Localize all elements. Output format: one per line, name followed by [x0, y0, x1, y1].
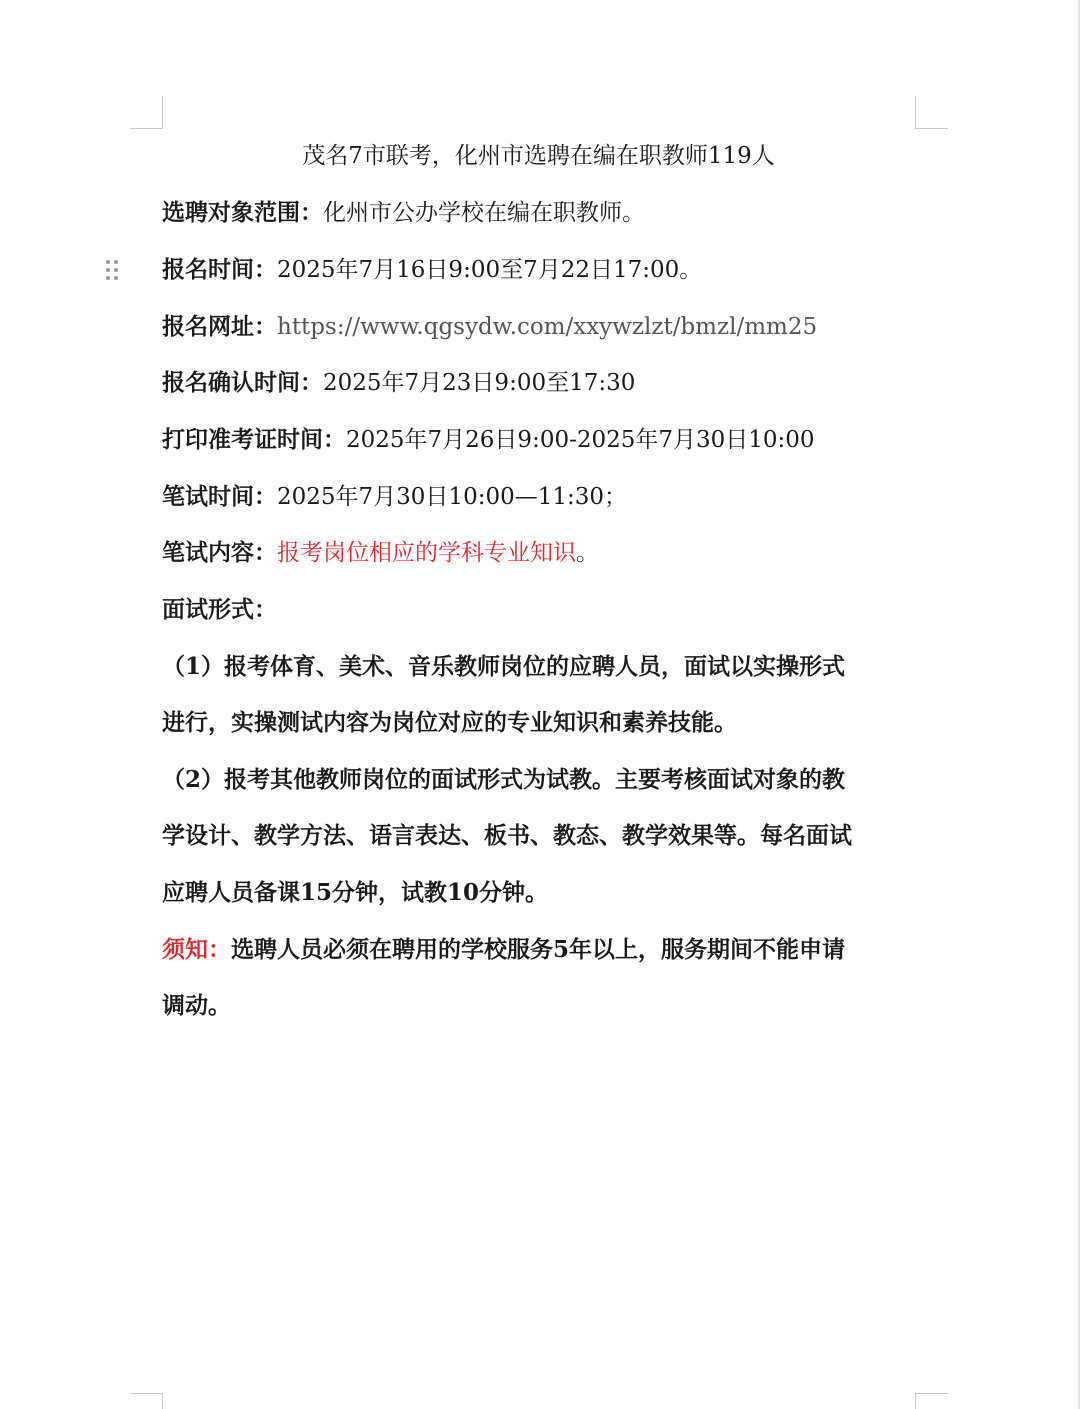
registration-url-link[interactable]: https://www.qgsydw.com/xxywzlzt/bmzl/mm25 [277, 314, 818, 340]
field-value: 2025年7月30日10:00—11:30； [277, 484, 627, 510]
field-label: 笔试内容： [162, 539, 277, 566]
interview-item1-line2: 进行，实操测试内容为岗位对应的专业知识和素养技能。 [162, 709, 737, 736]
field-label: 报名时间： [162, 256, 277, 283]
interview-item2-line3: 应聘人员备课15分钟，试教10分钟。 [162, 879, 549, 906]
interview-heading: 面试形式： [162, 596, 277, 623]
field-label: 报名确认时间： [162, 369, 323, 396]
field-value-suffix: 。 [576, 540, 599, 566]
field-admission-ticket-time [162, 421, 815, 459]
field-selection-scope [162, 194, 645, 232]
field-registration-time [162, 251, 702, 289]
interview-item2-line1: （2）报考其他教师岗位的面试形式为试教。主要考核面试对象的教 [162, 766, 846, 793]
notice-line2: 调动。 [162, 992, 231, 1019]
document-title: 茂名7市联考，化州市选聘在编在职教师119人 [302, 143, 775, 169]
crop-mark-bottom-right [915, 1393, 948, 1409]
notice-label: 须知： [162, 936, 231, 963]
field-value: 2025年7月23日9:00至17:30 [323, 370, 636, 396]
field-value: 2025年7月26日9:00-2025年7月30日10:00 [346, 427, 815, 453]
notice-text: 选聘人员必须在聘用的学校服务5年以上，服务期间不能申请 [231, 936, 846, 963]
crop-mark-top-right [915, 96, 948, 129]
paragraph-drag-handle-icon[interactable] [106, 260, 120, 280]
field-label: 笔试时间： [162, 483, 277, 510]
field-written-exam-time [162, 478, 627, 516]
crop-mark-top-left [130, 96, 163, 129]
field-confirmation-time [162, 364, 635, 402]
notice-line1 [162, 931, 922, 969]
interview-item2-line2: 学设计、教学方法、语言表达、板书、教态、教学效果等。每名面试 [162, 822, 852, 849]
field-written-exam-content [162, 534, 599, 572]
field-value: 2025年7月16日9:00至7月22日17:00。 [277, 257, 703, 283]
field-value: 化州市公办学校在编在职教师。 [323, 200, 645, 226]
field-value-highlighted: 报考岗位相应的学科专业知识 [277, 540, 576, 566]
field-registration-url [162, 308, 817, 346]
interview-item1-line1: （1）报考体育、美术、音乐教师岗位的应聘人员，面试以实操形式 [162, 653, 846, 680]
field-label: 报名网址： [162, 313, 277, 340]
field-label: 打印准考证时间： [162, 426, 346, 453]
crop-mark-bottom-left [130, 1393, 163, 1409]
field-label: 选聘对象范围： [162, 199, 323, 226]
